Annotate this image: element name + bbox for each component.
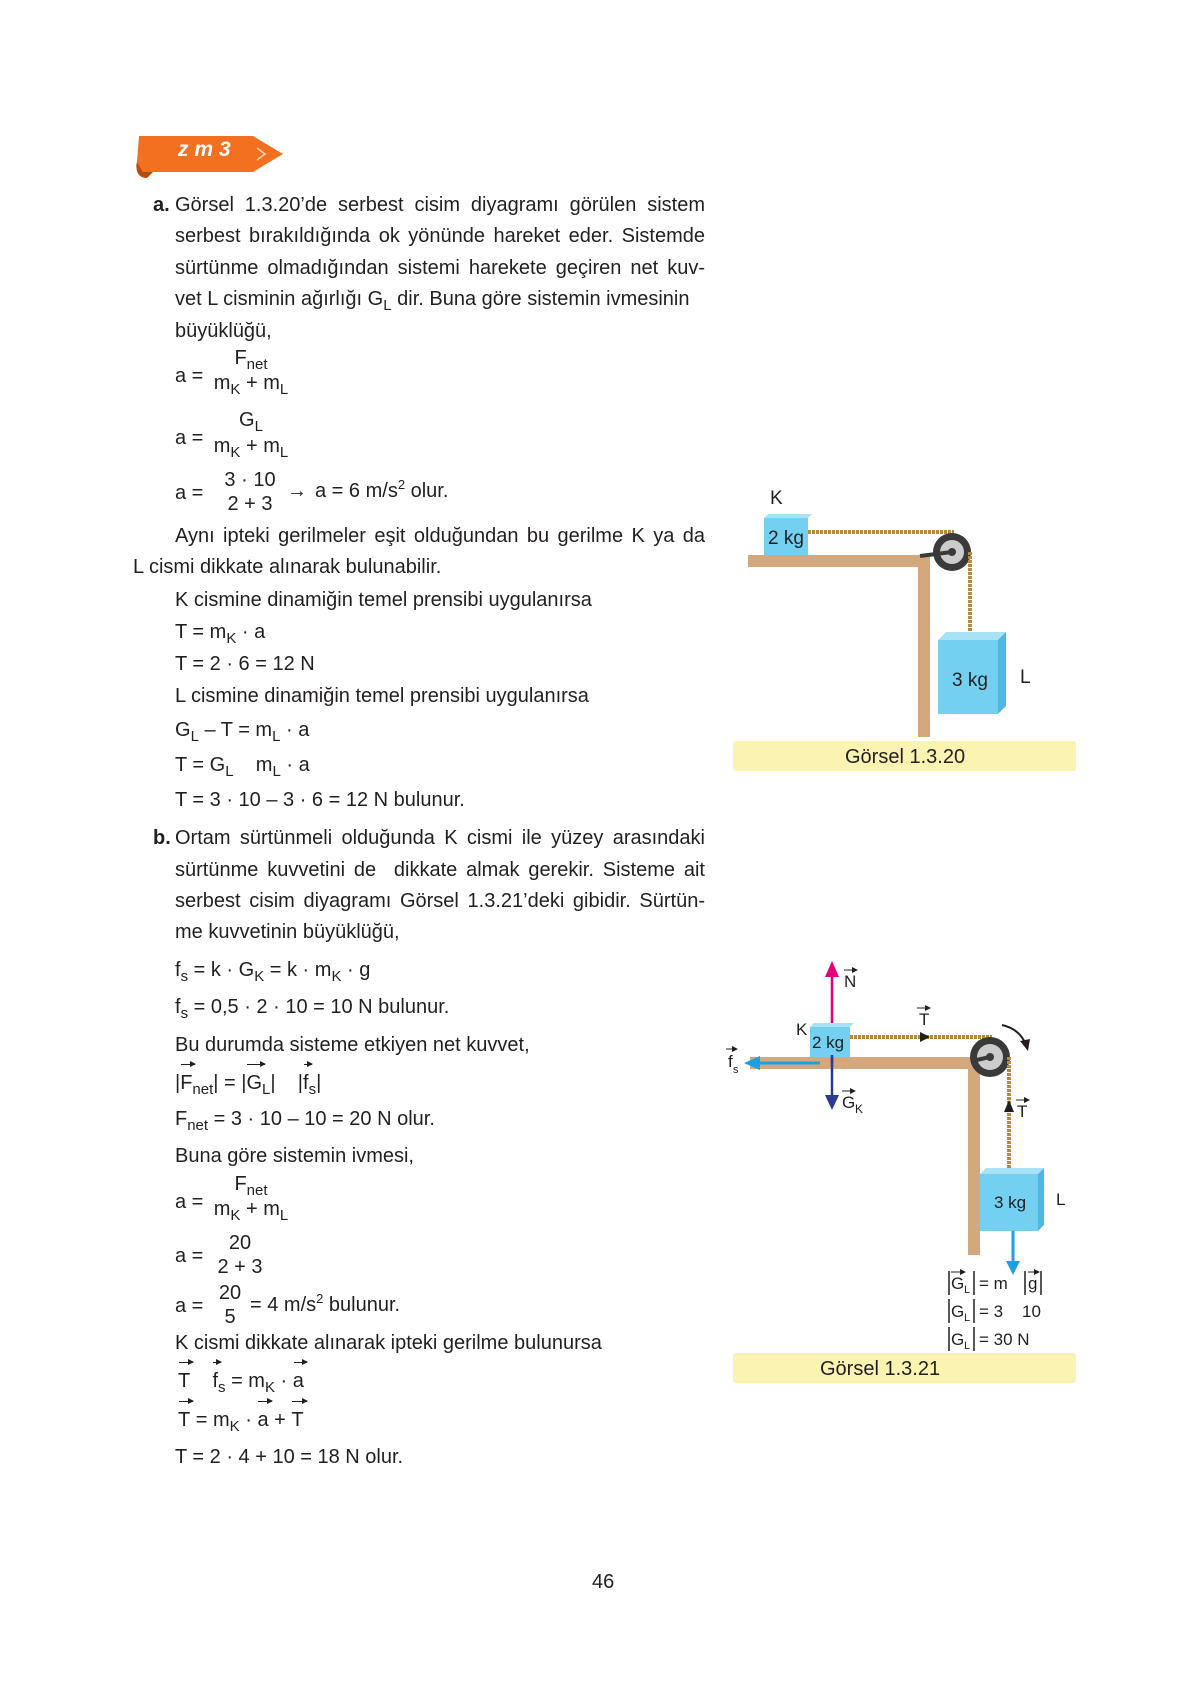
t-equation-2: T = 2 · 6 = 12 N bbox=[175, 653, 315, 675]
fig2-gl-eq1-rest: = m bbox=[979, 1274, 1008, 1293]
fig1-block-k-top bbox=[764, 514, 812, 518]
eq4-numerator: $F_{net}$ bbox=[234, 1173, 268, 1199]
eq6-denominator: 5 bbox=[224, 1306, 236, 1328]
fig2-vec-fs: f bbox=[728, 1052, 733, 1071]
solution-badge-label: z m 3 bbox=[178, 138, 231, 161]
fig1-block-l-label: 3 kg bbox=[952, 670, 988, 691]
fig2-vec-gk-sub: K bbox=[855, 1102, 864, 1116]
fig2-block-l-label: 3 kg bbox=[994, 1193, 1027, 1212]
figure-1-3-20 bbox=[740, 480, 1080, 740]
fig2-block-k-top bbox=[810, 1023, 854, 1027]
fig2-label-k: K bbox=[796, 1020, 808, 1039]
eq2-numerator: $G_L$ bbox=[239, 409, 263, 435]
eq5-denominator: 2 + 3 bbox=[217, 1256, 263, 1278]
fig2-vec-n: N bbox=[844, 972, 857, 991]
net-force-intro: Bu durumda sisteme etkiyen net kuvvet, bbox=[175, 1034, 530, 1056]
part-b-line-2: sürtünme kuvvetini de dikkate almak gerekir. Sisteme ait bbox=[175, 859, 705, 881]
eq4-denominator: $m_K + m_L$ bbox=[213, 1198, 289, 1224]
eq3-numerator: 3 · 10 bbox=[224, 469, 276, 491]
eq3-arrow: → bbox=[287, 480, 307, 502]
eq1-lhs: a = bbox=[175, 365, 204, 387]
fig2-gl-eq1-g: G bbox=[951, 1274, 965, 1293]
fig2-table bbox=[750, 1057, 980, 1255]
vector-equation-3: T = 2 · 4 + 10 = 18 N olur. bbox=[175, 1446, 404, 1468]
vector-equation-1: T $f_s = m_K \cdot a$ bbox=[178, 1370, 304, 1396]
fig1-block-l-top bbox=[938, 632, 1006, 640]
fig2-block-l-top bbox=[980, 1168, 1044, 1174]
fig2-vec-fs-sub: s bbox=[733, 1064, 739, 1076]
eq5-numerator: 20 bbox=[228, 1232, 252, 1254]
part-a-line-2: serbest bırakıldığında ok yönünde hareket eder. Sistemde bbox=[175, 225, 705, 247]
tension-line-2: L cismi dikkate alınarak bulunabilir. bbox=[133, 556, 442, 578]
eq5-lhs: a = bbox=[175, 1245, 204, 1267]
fig2-gl-eq2-rest: = 3 10 bbox=[979, 1302, 1041, 1321]
part-a-line-1: Görsel 1.3.20’de serbest cisim diyagramı görülen sistem bbox=[175, 194, 705, 216]
acceleration-intro: Buna göre sistemin ivmesi, bbox=[175, 1145, 414, 1167]
part-a-line-3: sürtünme olmadığından sistemi harekete geçiren net kuv- bbox=[175, 257, 705, 279]
fig2-tension-side-arrow bbox=[1004, 1100, 1014, 1112]
fig2-gl-eq3-sub: L bbox=[964, 1340, 971, 1352]
fig2-gl-eq1-sub: L bbox=[964, 1284, 971, 1296]
fig2-vec-gk: G bbox=[842, 1093, 856, 1112]
part-a-line-5: büyüklüğü, bbox=[175, 320, 272, 342]
eq2-lhs: a = bbox=[175, 427, 204, 449]
eq3-denominator: 2 + 3 bbox=[227, 493, 273, 515]
eq1-denominator: $m_K + m_L$ bbox=[213, 372, 289, 398]
fig2-caption: Görsel 1.3.21 bbox=[820, 1358, 941, 1380]
part-b-marker: b. bbox=[153, 827, 171, 849]
eq6-lhs: a = bbox=[175, 1295, 204, 1317]
fig2-label-l: L bbox=[1056, 1190, 1066, 1209]
k-principle: K cismine dinamiğin temel prensibi uygulanırsa bbox=[175, 589, 592, 611]
fig2-vec-t-top: T bbox=[919, 1010, 930, 1029]
fig2-gl-eq3-rest: = 30 N bbox=[979, 1330, 1030, 1349]
figure-1-3-21 bbox=[720, 955, 1080, 1355]
fig2-gl-eq3-g: G bbox=[951, 1330, 965, 1349]
fig1-label-k: K bbox=[770, 488, 783, 509]
part-b-line-3: serbest cisim diyagramı Görsel 1.3.21’deki gibidir. Sürtün- bbox=[175, 890, 705, 912]
fig2-vec-t-side: T bbox=[1017, 1102, 1028, 1121]
fig1-caption: Görsel 1.3.20 bbox=[845, 746, 966, 768]
fig2-block-k-label: 2 kg bbox=[812, 1033, 845, 1052]
gl-equation-2: $T = G_L$ $m_L \cdot a$ bbox=[175, 754, 310, 780]
eq3-result: a = 6 $m/s^2$ olur. bbox=[315, 477, 449, 502]
part-b-line-1: Ortam sürtünmeli olduğunda K cismi ile yüzey arasındaki bbox=[175, 827, 705, 849]
t-equation-1: $T = m_K \cdot a$ bbox=[175, 621, 266, 647]
part-b-line-4: me kuvvetinin büyüklüğü, bbox=[175, 921, 400, 943]
gl-equation-3: T = 3 · 10 – 3 · 6 = 12 N bulunur. bbox=[175, 789, 465, 811]
fig1-block-k-label: 2 kg bbox=[768, 528, 804, 549]
part-a-line-4: vet L cisminin ağırlığı $G_L$ dir. Buna göre sistemin ivmesinin bbox=[175, 288, 690, 314]
rope-tension-intro: K cismi dikkate alınarak ipteki gerilme bulunursa bbox=[175, 1332, 602, 1354]
eq6-result: = 4 $m/s^2$ bulunur. bbox=[250, 1291, 401, 1316]
fig2-gl-eq1-g2: g bbox=[1028, 1274, 1038, 1293]
net-force-abs-equation: $|F_{net}| = |G_L|$ $|f_s|$ bbox=[175, 1072, 322, 1098]
eq4-lhs: a = bbox=[175, 1191, 204, 1213]
fig2-tension-top-arrow bbox=[920, 1032, 930, 1042]
fig2-gl-eq2-g: G bbox=[951, 1302, 965, 1321]
fs-equation-2: $f_s = 0,5 \cdot 2 \cdot 10 = 10$ N bulunur. bbox=[175, 996, 450, 1022]
fs-equation-1: $f_s = k \cdot G_K = k \cdot m_K \cdot g$ bbox=[175, 959, 371, 985]
fnet-equation: $F_{net} = 3 \cdot 10 - 10 = 20$ N olur. bbox=[175, 1108, 435, 1134]
gl-equation-1: $G_L - T = m_L \cdot a$ bbox=[175, 719, 310, 745]
fig1-label-l: L bbox=[1020, 667, 1031, 688]
tension-line-1: Aynı ipteki gerilmeler eşit olduğundan bu gerilme K ya da bbox=[175, 525, 705, 547]
fig2-gl-eq2-sub: L bbox=[964, 1312, 971, 1324]
eq1-numerator: $F_{net}$ bbox=[234, 347, 268, 373]
part-a-marker: a. bbox=[153, 194, 170, 216]
fig1-table bbox=[748, 555, 930, 737]
page-number: 46 bbox=[592, 1571, 615, 1593]
vector-equation-2: $T = m_K \cdot a + T$ bbox=[178, 1409, 304, 1435]
eq3-lhs: a = bbox=[175, 482, 204, 504]
eq6-numerator: 20 bbox=[218, 1282, 242, 1304]
l-principle: L cismine dinamiğin temel prensibi uygulanırsa bbox=[175, 685, 589, 707]
fig2-gl-equations bbox=[949, 1269, 1041, 1352]
eq2-denominator: $m_K + m_L$ bbox=[213, 435, 289, 461]
